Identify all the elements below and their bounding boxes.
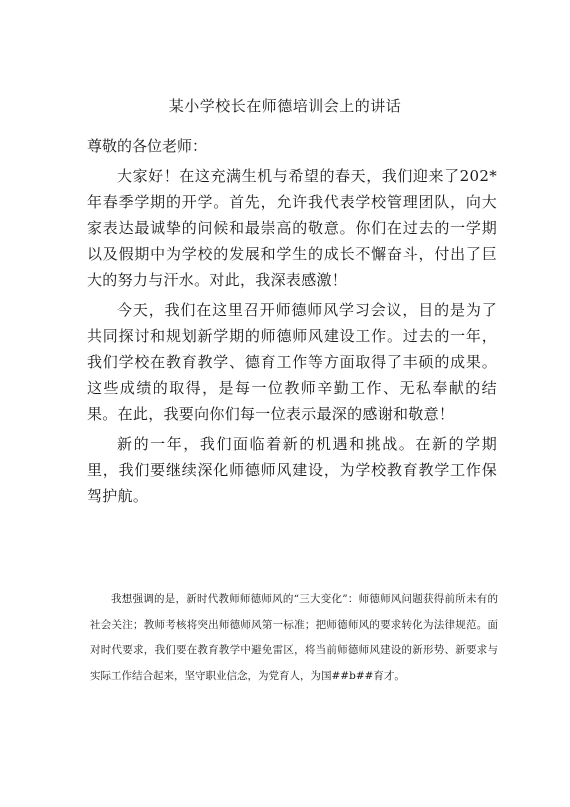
document-body	[87, 133, 497, 509]
small-paragraph: 我想强调的是，新时代教师师德师风的“三大变化”：师德师风问题获得前所未有的社会关注；教师考核将突出师德师风第一标准；把师德师风的要求转化为法律规范。面对时代要求，我们要在教育教学中避免雷区，将当前师德师风建设的新形势、新要求与实际工作结合起来，坚守职业信念，为党育人，为国##b##育才。	[90, 593, 498, 682]
paragraph-3: 新的一年，我们面临着新的机遇和挑战。在新的学期里，我们要继续深化师德师风建设，为学校教育教学工作保驾护航。	[87, 435, 497, 505]
salutation: 尊敬的各位老师：	[87, 137, 208, 155]
document-title: 某小学校长在师德培训会上的讲话	[168, 97, 402, 115]
paragraph-2: 今天，我们在这里召开师德师风学习会议，目的是为了共同探讨和规划新学期的师德师风建设工作。过去的一年，我们学校在教育教学、德育工作等方面取得了丰硕的成果。这些成绩的取得，是每一位教师辛勤工作、无私奉献的结果。在此，我要向你们每一位表示最深的感谢和敬意！	[87, 301, 497, 423]
paragraph-1: 大家好！在这充满生机与希望的春天，我们迎来了202*年春季学期的开学。首先，允许我代表学校管理团队，向大家表达最诚挚的问候和最崇高的敬意。你们在过去的一学期以及假期中为学校的发展和学生的成长不懈奋斗，付出了巨大的努力与汗水。对此，我深表感激！	[87, 167, 497, 289]
